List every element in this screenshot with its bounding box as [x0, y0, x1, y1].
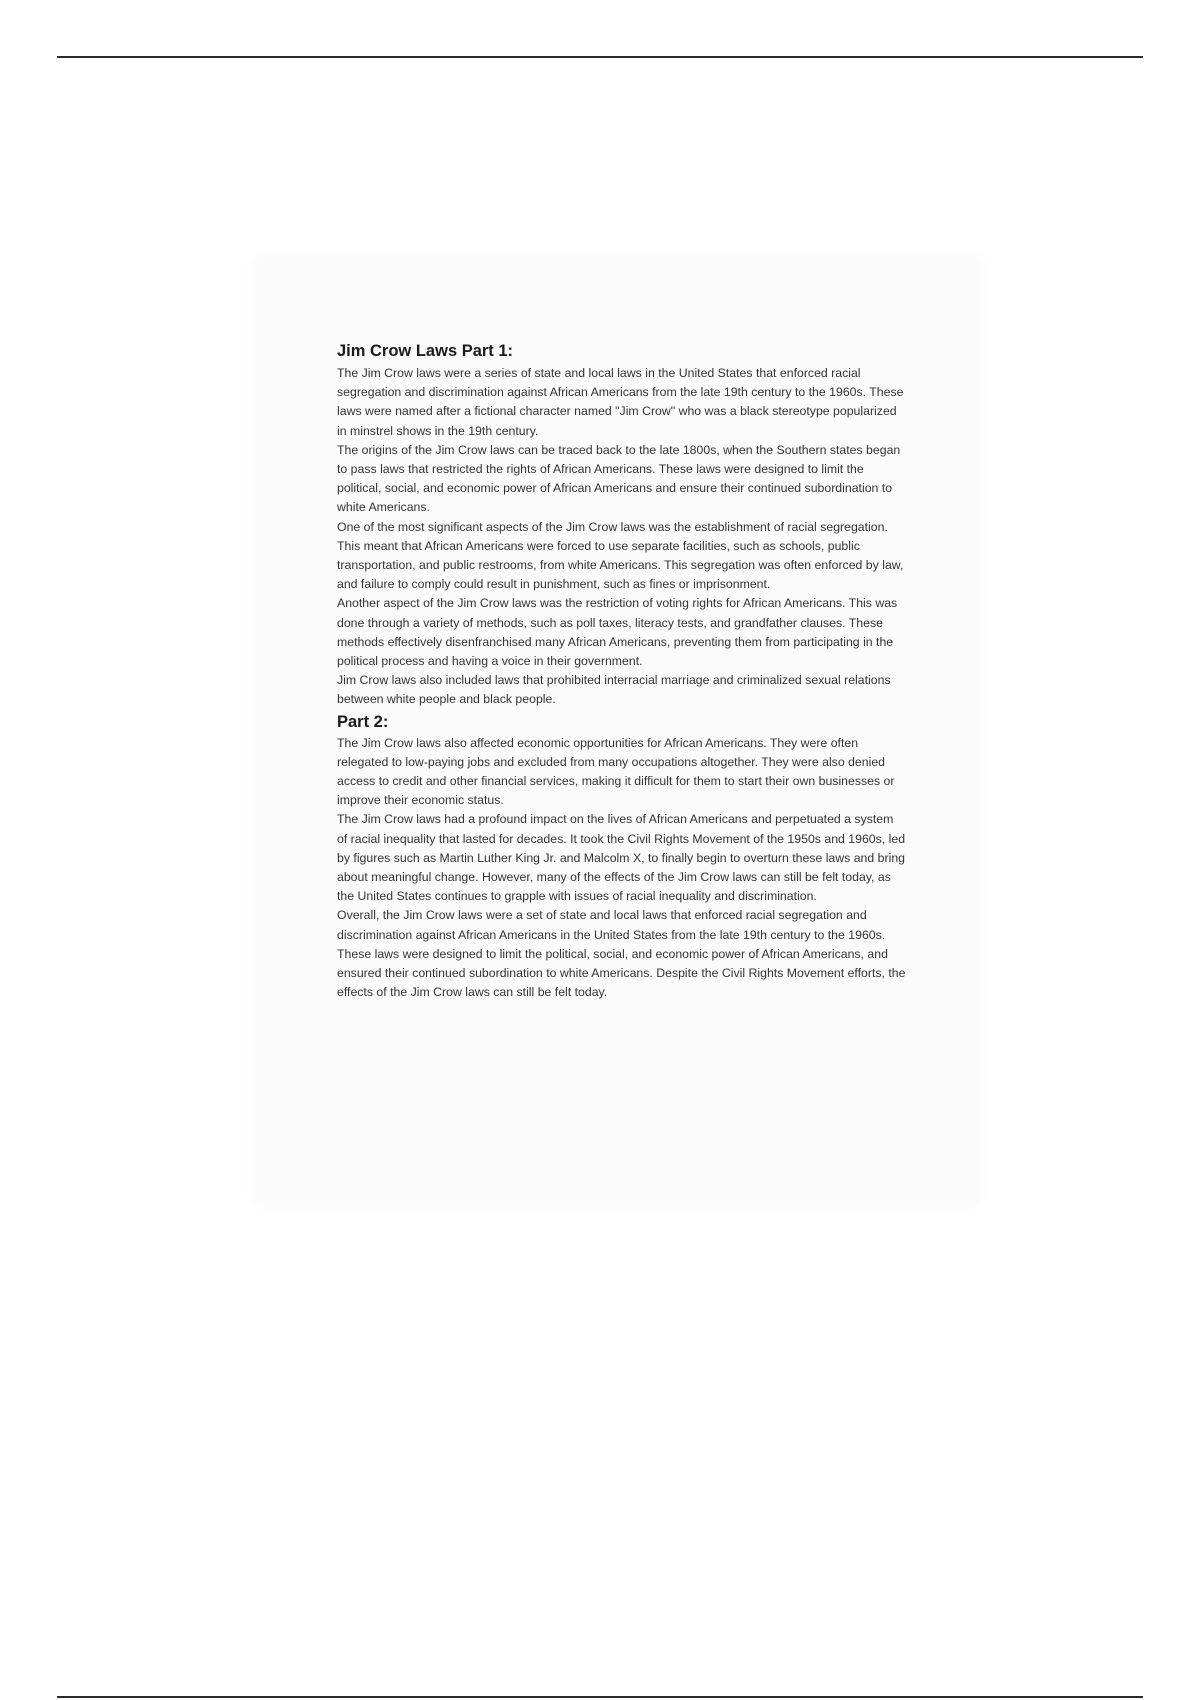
- part1-paragraph-5: Jim Crow laws also included laws that prohibited interracial marriage and criminalized sexual relations between white people and black people.: [337, 673, 891, 707]
- part2-paragraph-3: Overall, the Jim Crow laws were a set of state and local laws that enforced racial segregation and discrimination against African Americans in the United States from the late 19th century to the 1960s. These laws were designed to limit the political, social, and economic power of African Americans, and ensured their continued subordination to white Americans. Despite the Civil Rights Movement efforts, the effects of the Jim Crow laws can still be felt today.: [337, 908, 906, 1000]
- part1-paragraph-2: The origins of the Jim Crow laws can be traced back to the late 1800s, when the Southern states began to pass laws that restricted the rights of African Americans. These laws were designed to limit the political, social, and economic power of African Americans and ensure their continued subordination to white Americans.: [337, 442, 901, 515]
- part1-paragraph-4: Another aspect of the Jim Crow laws was the restriction of voting rights for African Americans. This was done through a variety of methods, such as poll taxes, literacy tests, and grandfather clauses. These methods effectively disenfranchised many African Americans, preventing them from participating in the political process and having a voice in their government.: [337, 596, 898, 669]
- part1-paragraph-3: One of the most significant aspects of the Jim Crow laws was the establishment of racial segregation. This meant that African Americans were forced to use separate facilities, such as schools, public transportation, and public restrooms, from white Americans. This segregation was often enforced by law, and failure to comply could result in punishment, such as fines or imprisonment.: [337, 519, 904, 592]
- part1-paragraph-1: The Jim Crow laws were a series of state and local laws in the United States that enforced racial segregation and discrimination against African Americans from the late 19th century to the 1960s. These laws were named after a fictional character named "Jim Crow" who was a black stereotype popularized in minstrel shows in the 19th century.: [337, 366, 904, 438]
- footer-rule: [57, 1696, 1143, 1698]
- part2-paragraph-2: The Jim Crow laws had a profound impact on the lives of African Americans and perpetuated a system of racial inequality that lasted for decades. It took the Civil Rights Movement of the 1950s and 1960s, led by figures such as Martin Luther King Jr. and Malcolm X, to finally begin to overturn these laws and bring about meaningful change. However, many of the effects of the Jim Crow laws can still be felt today, as the United States continues to grapple with issues of racial inequality and discrimination.: [337, 812, 906, 904]
- part2-heading: Part 2:: [337, 712, 389, 731]
- document-content: [337, 340, 907, 1003]
- part1-heading: Jim Crow Laws Part 1:: [337, 342, 514, 360]
- part2-paragraph-1: The Jim Crow laws also affected economic opportunities for African Americans. They were often relegated to low-paying jobs and excluded from many occupations altogether. They were also denied access to credit and other financial services, making it difficult for them to start their own businesses or improve their economic status.: [337, 735, 895, 808]
- header-rule: [57, 56, 1143, 58]
